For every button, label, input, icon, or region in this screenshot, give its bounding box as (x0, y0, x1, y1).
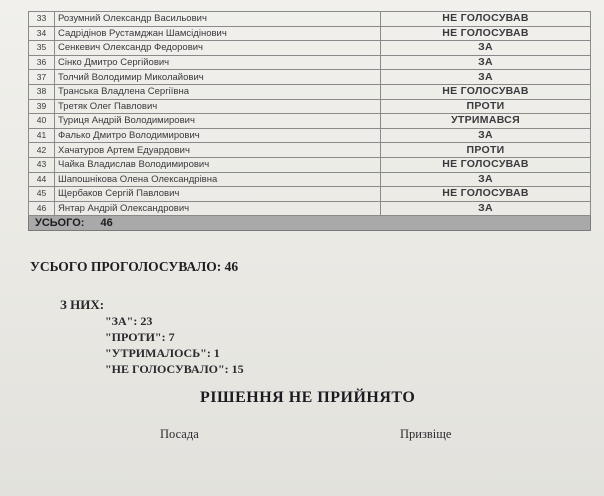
surname-label: Призвіще (400, 427, 452, 441)
deputy-name: Сінко Дмитро Сергійович (55, 55, 381, 70)
table-row (29, 26, 591, 41)
deputy-name: Янтар Андрій Олександрович (55, 201, 381, 216)
vote-result: ЗА (381, 70, 591, 85)
vote-result: ПРОТИ (381, 99, 591, 114)
vote-result: ЗА (381, 172, 591, 187)
table-row (29, 41, 591, 56)
row-number: 39 (29, 99, 55, 114)
vote-result: НЕ ГОЛОСУВАВ (381, 12, 591, 27)
row-number: 34 (29, 26, 55, 41)
vote-result: НЕ ГОЛОСУВАВ (381, 157, 591, 172)
voting-results-body (29, 12, 591, 216)
stat-for: "ЗА": 23 (105, 314, 153, 328)
table-row (29, 114, 591, 129)
total-label: УСЬОГО: (35, 216, 85, 229)
table-row (29, 55, 591, 70)
stat-not-voted: "НЕ ГОЛОСУВАЛО": 15 (105, 362, 244, 376)
voting-results-table (28, 11, 591, 231)
row-number: 35 (29, 41, 55, 56)
table-row (29, 84, 591, 99)
position-label: Посада (160, 427, 199, 441)
vote-result: НЕ ГОЛОСУВАВ (381, 84, 591, 99)
row-number: 41 (29, 128, 55, 143)
deputy-name: Щербаков Сергій Павлович (55, 187, 381, 202)
row-number: 33 (29, 12, 55, 27)
table-row (29, 70, 591, 85)
table-row (29, 172, 591, 187)
vote-result: ЗА (381, 55, 591, 70)
vote-result: НЕ ГОЛОСУВАВ (381, 187, 591, 202)
vote-result: ЗА (381, 41, 591, 56)
table-row (29, 143, 591, 158)
deputy-name: Третяк Олег Павлович (55, 99, 381, 114)
total-value: 46 (100, 216, 113, 229)
stat-against: "ПРОТИ": 7 (105, 330, 175, 344)
deputy-name: Чайка Владислав Володимирович (55, 157, 381, 172)
vote-result: УТРИМАВСЯ (381, 114, 591, 129)
row-number: 44 (29, 172, 55, 187)
deputy-name: Хачатуров Артем Едуардович (55, 143, 381, 158)
table-row (29, 201, 591, 216)
deputy-name: Фалько Дмитро Володимирович (55, 128, 381, 143)
vote-result: ПРОТИ (381, 143, 591, 158)
total-row (29, 216, 591, 231)
row-number: 36 (29, 55, 55, 70)
table-row (29, 128, 591, 143)
vote-result: ЗА (381, 128, 591, 143)
deputy-name: Садрідінов Рустамджан Шамсідінович (55, 26, 381, 41)
table-row (29, 187, 591, 202)
row-number: 37 (29, 70, 55, 85)
table-row (29, 157, 591, 172)
row-number: 46 (29, 201, 55, 216)
deputy-name: Шапошнікова Олена Олександрівна (55, 172, 381, 187)
deputy-name: Транська Владлена Сергіївна (55, 84, 381, 99)
of-them-label: З НИХ: (60, 297, 105, 312)
decision-heading: РІШЕННЯ НЕ ПРИЙНЯТО (200, 389, 416, 406)
table-row (29, 12, 591, 27)
row-number: 43 (29, 157, 55, 172)
row-number: 45 (29, 187, 55, 202)
deputy-name: Розумний Олександр Васильович (55, 12, 381, 27)
deputy-name: Туриця Андрій Володимирович (55, 114, 381, 129)
row-number: 40 (29, 114, 55, 129)
deputy-name: Толчий Володимир Миколайович (55, 70, 381, 85)
stat-abstained: "УТРИМАЛОСЬ": 1 (105, 346, 220, 360)
table-row (29, 99, 591, 114)
total-voted-heading: УСЬОГО ПРОГОЛОСУВАЛО: 46 (30, 259, 239, 274)
deputy-name: Сенкевич Олександр Федорович (55, 41, 381, 56)
row-number: 42 (29, 143, 55, 158)
vote-result: НЕ ГОЛОСУВАВ (381, 26, 591, 41)
vote-result: ЗА (381, 201, 591, 216)
row-number: 38 (29, 84, 55, 99)
